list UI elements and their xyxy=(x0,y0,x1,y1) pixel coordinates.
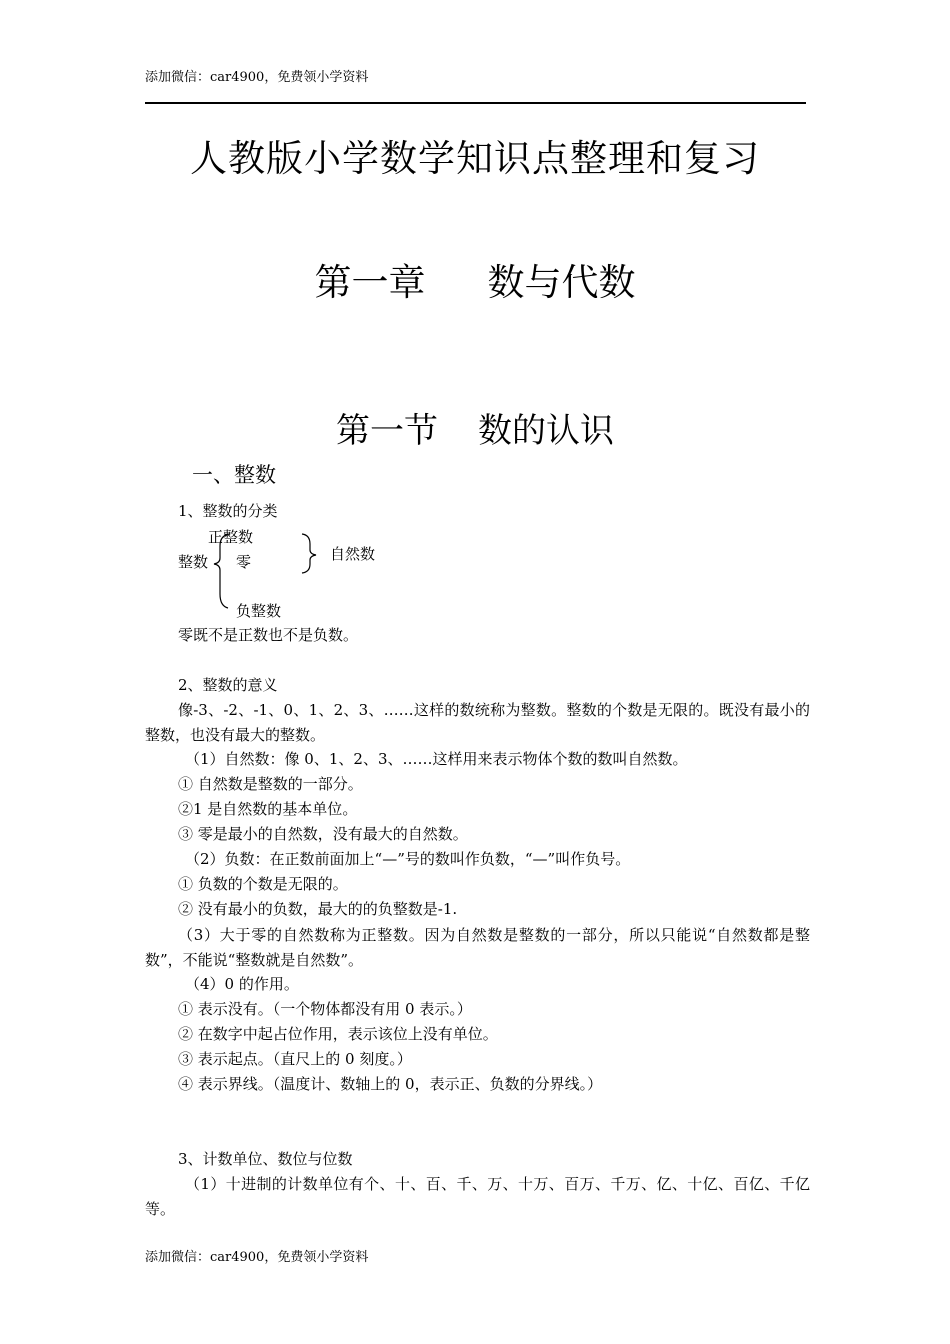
classification-braces xyxy=(170,520,430,630)
chapter-heading xyxy=(0,252,950,306)
zero-role-point: ③ 表示起点。（直尺上的 0 刻度。） xyxy=(178,1050,412,1068)
units-heading: 3、计数单位、数位与位数 xyxy=(178,1150,353,1168)
chapter-number: 第一章 xyxy=(314,261,426,304)
zero-role-heading: （4）0 的作用。 xyxy=(185,975,299,993)
page-footer: 添加微信：car4900，免费领小学资料 xyxy=(145,1250,369,1265)
section-name: 数的认识 xyxy=(478,411,614,451)
left-brace-icon xyxy=(214,534,230,608)
classification-heading: 1、整数的分类 xyxy=(178,502,278,520)
page-header: 添加微信：car4900，免费领小学资料 xyxy=(145,70,369,85)
negative-definition: （2）负数：在正数前面加上“—”号的数叫作负数，“—”叫作负号。 xyxy=(185,850,631,868)
integer-root-label: 整数 xyxy=(178,553,209,571)
zero-role-point: ② 在数字中起占位作用，表示该位上没有单位。 xyxy=(178,1025,498,1043)
right-brace-icon xyxy=(302,534,316,573)
section-number: 第一节 xyxy=(336,411,438,451)
meaning-heading: 2、整数的意义 xyxy=(178,676,278,694)
zero-label: 零 xyxy=(236,553,252,571)
natural-number-label: 自然数 xyxy=(330,545,376,563)
integer-classification-diagram xyxy=(170,520,430,630)
zero-role-point: ① 表示没有。（一个物体都没有用 0 表示。） xyxy=(178,1000,472,1018)
negative-point: ① 负数的个数是无限的。 xyxy=(178,875,348,893)
zero-note: 零既不是正数也不是负数。 xyxy=(178,626,359,644)
natural-definition: （1）自然数：像 0、1、2、3、……这样用来表示物体个数的数叫自然数。 xyxy=(185,750,688,768)
meaning-intro: 像-3、-2、-1、0、1、2、3、……这样的数统称为整数。整数的个数是无限的。既没有最小的整数，也没有最大的整数。 xyxy=(145,701,810,744)
positive-definition: （3）大于零的自然数称为正整数。因为自然数是整数的一部分，所以只能说“自然数都是整数”，不能说“整数就是自然数”。 xyxy=(145,926,810,969)
zero-role-point: ④ 表示界线。（温度计、数轴上的 0，表示正、负数的分界线。） xyxy=(178,1075,603,1093)
header-rule xyxy=(145,102,806,104)
units-paragraph: （1）十进制的计数单位有个、十、百、千、万、十万、百万、千万、亿、十亿、百亿、千亿等。 xyxy=(145,1175,810,1218)
negative-point: ② 没有最小的负数，最大的的负整数是-1. xyxy=(178,900,458,918)
positive-integer-label: 正整数 xyxy=(208,528,254,546)
natural-point: ②1 是自然数的基本单位。 xyxy=(178,800,358,818)
natural-point: ① 自然数是整数的一部分。 xyxy=(178,775,363,793)
part-heading: 一、整数 xyxy=(192,463,276,487)
natural-point: ③ 零是最小的自然数，没有最大的自然数。 xyxy=(178,825,468,843)
chapter-name: 数与代数 xyxy=(487,261,636,304)
negative-integer-label: 负整数 xyxy=(236,602,282,620)
section-heading xyxy=(0,403,950,452)
document-title: 人教版小学数学知识点整理和复习 xyxy=(190,137,760,180)
